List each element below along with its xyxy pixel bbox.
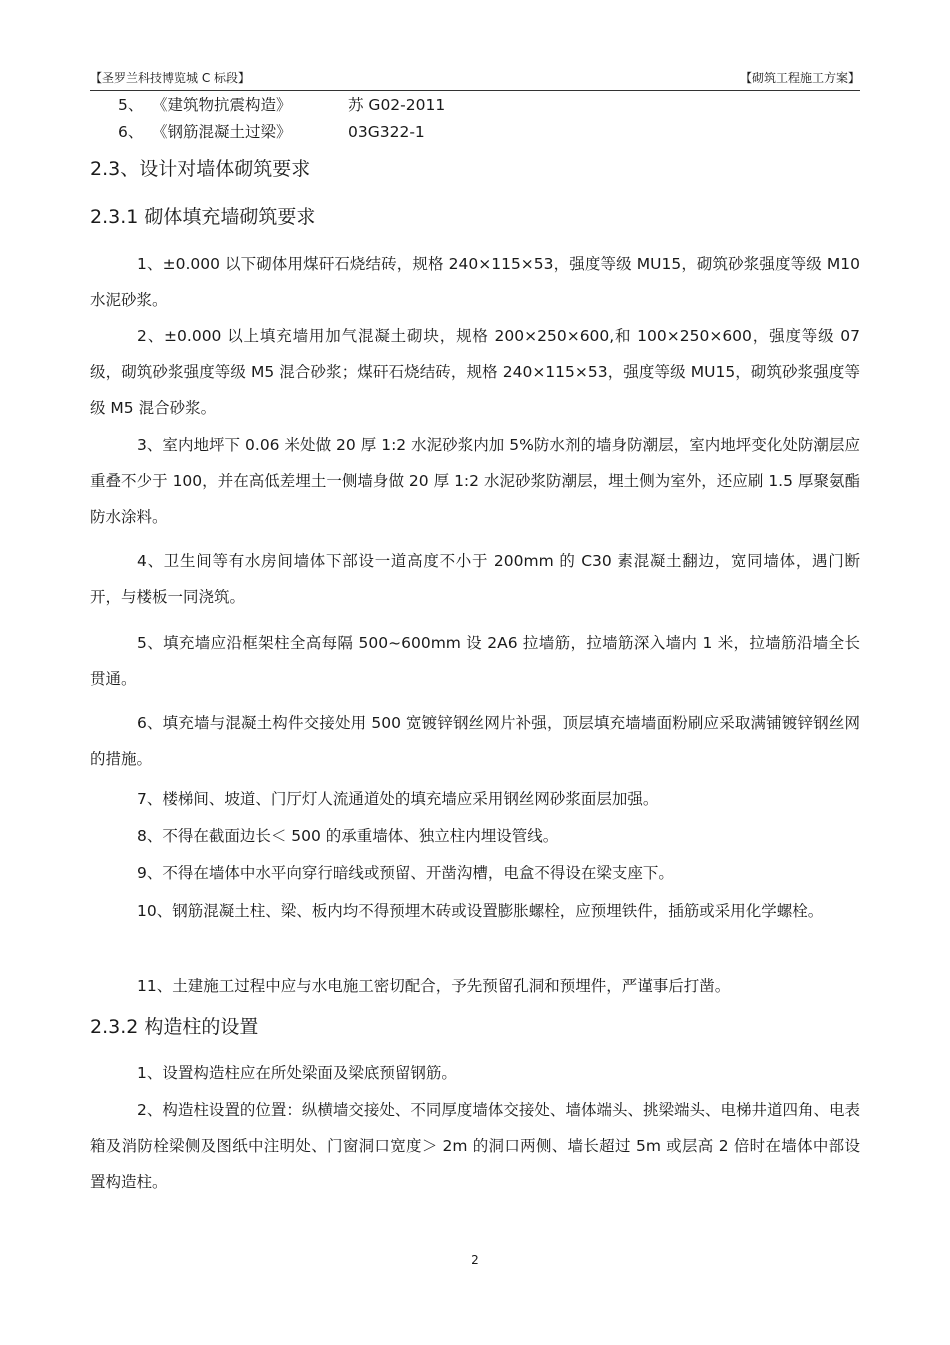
reference-title: 《钢筋混凝土过梁》	[152, 123, 292, 141]
header-document-title: 【砌筑工程施工方案】	[739, 71, 860, 85]
requirement-item: 1、设置构造柱应在所处梁面及梁底预留钢筋。	[137, 1064, 457, 1082]
reference-item	[118, 95, 445, 115]
requirement-item: 4、卫生间等有水房间墙体下部设一道高度不小于 200mm 的 C30 素混凝土翻边，宽同墙体，遇门断开，与楼板一同浇筑。	[90, 552, 860, 606]
requirement-item: 2、构造柱设置的位置：纵横墙交接处、不同厚度墙体交接处、墙体端头、挑梁端头、电梯井道四角、电表箱及消防栓梁侧及图纸中注明处、门窗洞口宽度＞ 2m 的洞口两侧、墙长超过 5m 或层高 2 倍时在墙体中部设置构造柱。	[90, 1101, 860, 1191]
subsection-heading: 2.3.1 砌体填充墙砌筑要求	[90, 206, 316, 228]
requirement-item: 6、填充墙与混凝土构件交接处用 500 宽镀锌钢丝网片补强，顶层填充墙墙面粉刷应采取满铺镀锌钢丝网的措施。	[90, 714, 860, 768]
requirement-item: 10、钢筋混凝土柱、梁、板内均不得预埋木砖或设置膨胀螺栓，应预埋铁件，插筋或采用化学螺栓。	[137, 902, 824, 920]
section-heading: 2.3、设计对墙体砌筑要求	[90, 158, 311, 180]
requirement-item: 2、±0.000 以上填充墙用加气混凝土砌块，规格 200×250×600,和 100×250×600，强度等级 07 级，砌筑砂浆强度等级 M5 混合砂浆；煤矸石烧结砖，规格 240×115×53，强度等级 MU15，砌筑砂浆强度等级 M5 混合砂浆。	[90, 327, 860, 417]
requirement-item: 3、室内地坪下 0.06 米处做 20 厚 1:2 水泥砂浆内加 5%防水剂的墙身防潮层，室内地坪变化处防潮层应重叠不少于 100，并在高低差埋土一侧墙身做 20 厚 1:2 水泥砂浆防潮层，埋土侧为室外，还应刷 1.5 厚聚氨酯防水涂料。	[90, 436, 860, 526]
reference-code: 苏 G02-2011	[348, 96, 446, 114]
requirement-item: 11、土建施工过程中应与水电施工密切配合，予先预留孔洞和预埋件，严谨事后打凿。	[137, 977, 731, 995]
page-header	[90, 66, 860, 91]
requirement-item: 5、填充墙应沿框架柱全高每隔 500~600mm 设 2A6 拉墙筋，拉墙筋深入墙内 1 米，拉墙筋沿墙全长贯通。	[90, 634, 860, 688]
reference-number: 5、	[118, 96, 144, 114]
requirement-item: 8、不得在截面边长＜ 500 的承重墙体、独立柱内埋设管线。	[137, 827, 559, 845]
requirement-item: 7、楼梯间、坡道、门厅灯人流通道处的填充墙应采用钢丝网砂浆面层加强。	[137, 790, 659, 808]
reference-code: 03G322-1	[348, 123, 425, 141]
requirement-item: 9、不得在墙体中水平向穿行暗线或预留、开凿沟槽，电盒不得设在梁支座下。	[137, 864, 674, 882]
header-project-name: 【圣罗兰科技博览城 C 标段】	[90, 71, 251, 85]
reference-title: 《建筑物抗震构造》	[152, 96, 292, 114]
requirement-item: 1、±0.000 以下砌体用煤矸石烧结砖，规格 240×115×53，强度等级 MU15，砌筑砂浆强度等级 M10 水泥砂浆。	[90, 255, 860, 309]
subsection-heading: 2.3.2 构造柱的设置	[90, 1016, 259, 1038]
reference-item	[118, 122, 425, 142]
page-number: 2	[471, 1253, 479, 1267]
reference-number: 6、	[118, 123, 144, 141]
